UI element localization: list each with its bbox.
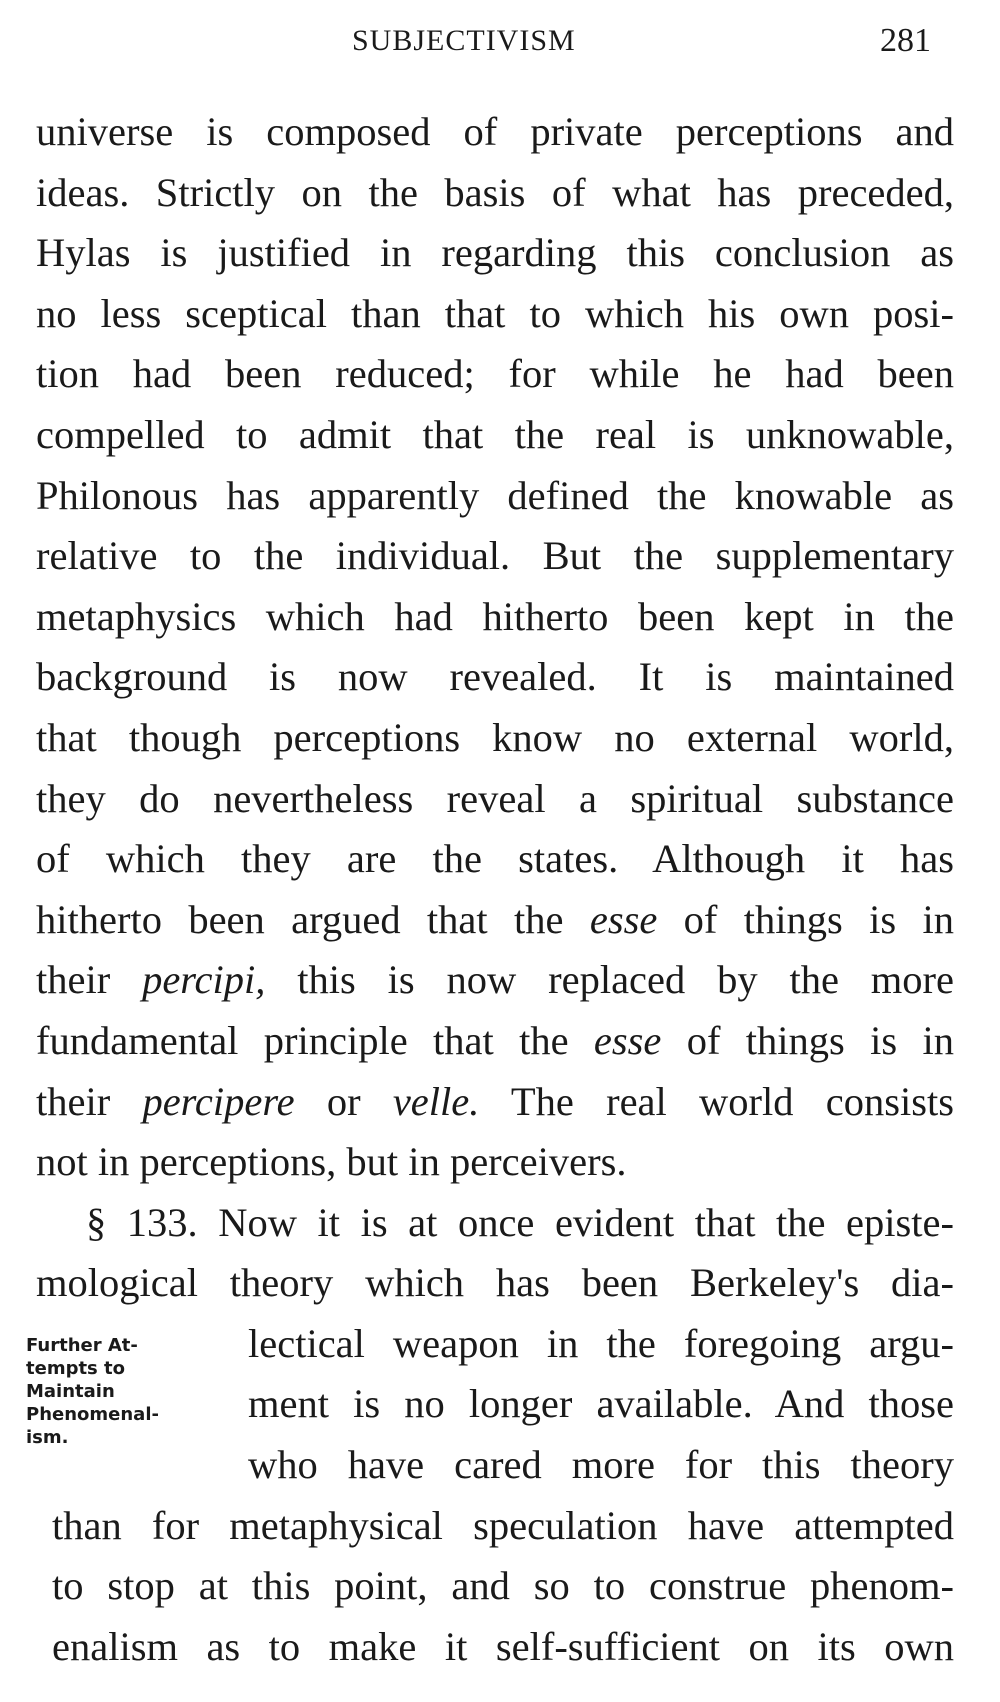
- text-line: universe is composed of private perceptions and: [36, 109, 954, 154]
- page-number: 281: [880, 22, 931, 59]
- text-line: ment is no longer available. And those: [248, 1381, 954, 1427]
- text-line: enalism as to make it self-sufficient on its own: [52, 1623, 954, 1669]
- italic-term: percipi,: [142, 957, 266, 1003]
- text-line: of which they are the states. Although it has: [36, 836, 954, 882]
- text-line: Hylas is justified in regarding this conclusion as: [36, 230, 954, 276]
- italic-term: percipere: [142, 1078, 295, 1124]
- text-line: hitherto been argued that the esse of things is in: [36, 896, 954, 942]
- italic-term: esse: [589, 896, 658, 942]
- text-line: metaphysics which had hitherto been kept in the: [36, 593, 954, 639]
- text-line: compelled to admit that the real is unknowable,: [36, 411, 954, 457]
- text-line: that though perceptions know no external world,: [36, 714, 954, 760]
- text-line: mological theory which has been Berkeley's dia-: [36, 1260, 954, 1306]
- text-line: Philonous has apparently defined the knowable as: [36, 472, 954, 518]
- text-line: they do nevertheless reveal a spiritual substance: [36, 775, 954, 821]
- section-heading-line: § 133. Now it is at once evident that the episte-: [86, 1199, 954, 1245]
- text-line: who have cared more for this theory: [248, 1442, 954, 1488]
- margin-sidenote: Further At- tempts to Maintain Phenomenal- ism.: [26, 1334, 159, 1448]
- text-line: their percipere or velle. The real world consists: [36, 1078, 954, 1124]
- text-line: tion had been reduced; for while he had been: [36, 351, 954, 397]
- sidenote-wrap: [26, 1314, 954, 1496]
- text-line: than for metaphysical speculation have attempted: [52, 1502, 954, 1548]
- text-line: fundamental principle that the esse of things is in: [36, 1017, 954, 1063]
- italic-term: esse: [593, 1017, 662, 1063]
- text-line: relative to the individual. But the supplementary: [36, 533, 954, 579]
- text-line: their percipi, this is now replaced by the more: [36, 957, 954, 1003]
- italic-term: velle.: [392, 1078, 480, 1124]
- text-line: ideas. Strictly on the basis of what has preceded,: [36, 169, 954, 215]
- text-line: background is now revealed. It is maintained: [36, 654, 954, 700]
- text-line: not in perceptions, but in perceivers.: [36, 1139, 627, 1185]
- body-text: [26, 102, 954, 1677]
- text-line: to stop at this point, and so to construe phenom-: [52, 1563, 954, 1609]
- text-line: no less sceptical than that to which his own posi-: [36, 290, 954, 336]
- running-head: SUBJECTIVISM: [352, 24, 576, 57]
- text-line: lectical weapon in the foregoing argu-: [248, 1320, 954, 1366]
